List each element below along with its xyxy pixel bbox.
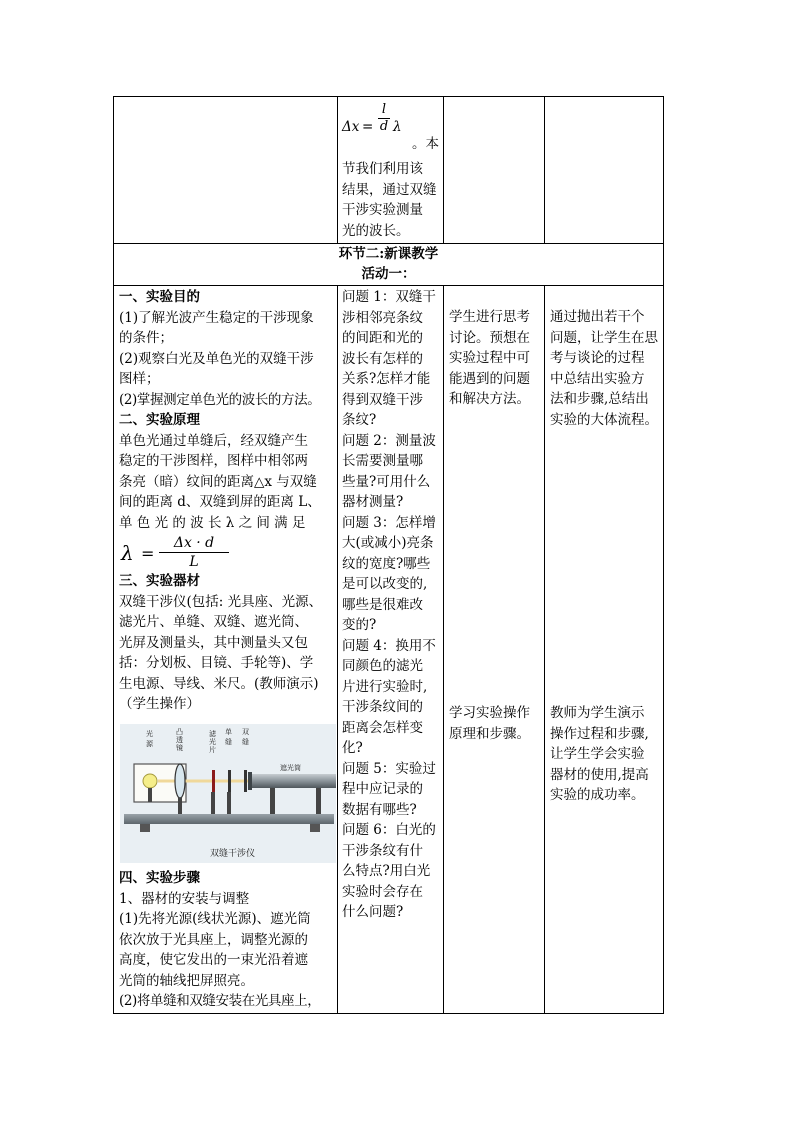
student-activity-line: 和解决方法。 — [449, 391, 530, 407]
col-divider-3a — [544, 96, 545, 244]
student-activity-line: 学习实验操作 — [449, 705, 530, 721]
design-intent-line: 问题，让学生在思 — [550, 329, 658, 346]
equipment-line: （学生操作） — [119, 696, 200, 712]
question-line: 哪些是很难改 — [342, 596, 423, 613]
convex-lens-icon — [175, 764, 185, 798]
formula-lambda: λ — [393, 119, 402, 135]
question-line: 数据有哪些? — [342, 801, 417, 818]
equipment-line: 生电源、导线、米尺。(教师演示) — [119, 675, 319, 692]
label-convex-2: 透 — [176, 736, 183, 744]
design-intent-line: 让学生学会实验 — [550, 746, 645, 762]
tube-end — [248, 772, 252, 790]
col3-block1 — [449, 307, 544, 410]
question-line: 是可以改变的, — [342, 576, 428, 592]
table-border-left — [113, 96, 114, 1014]
formula-fraction — [378, 103, 390, 134]
fraction-bar — [159, 552, 229, 553]
formula-numerator: l — [381, 102, 387, 117]
apparatus-diagram — [120, 724, 336, 863]
tube-stand — [270, 788, 275, 814]
principle-line: 单色光通过单缝后，经双缝产生 — [119, 432, 308, 449]
label-double-1: 双 — [242, 728, 249, 736]
label-source: 源 — [146, 740, 153, 748]
question-line: 么特点?用白光 — [342, 863, 431, 879]
question-line: 什么问题? — [342, 904, 404, 920]
label-convex-3: 镜 — [176, 744, 183, 752]
question-line: 变的? — [342, 617, 377, 633]
label-single-1: 单 — [225, 728, 232, 736]
col-divider-3b — [544, 285, 545, 1014]
student-activity-line: 原理和步骤。 — [449, 725, 530, 742]
question-line: 纹的宽度?哪些 — [342, 555, 431, 572]
question-line: 片进行实验时, — [342, 678, 428, 695]
purpose-line: (2)观察白光及单色光的双缝干涉 — [119, 350, 314, 367]
question-line: 程中应记录的 — [342, 781, 423, 797]
design-intent-line: 中总结出实验方 — [550, 370, 645, 387]
lens-stand — [178, 798, 182, 814]
formula-denominator: d — [379, 119, 389, 134]
question-line: 器材测量? — [342, 494, 404, 510]
light-shield-tube — [248, 774, 336, 788]
question-line: 涉相邻亮条纹 — [342, 309, 423, 326]
principle-line: 间的距离 d、双缝到屏的距离 L、 — [119, 494, 321, 510]
design-intent-line: 教师为学生演示 — [550, 705, 645, 721]
bulb-icon — [143, 774, 157, 788]
label-filter-3: 片 — [209, 746, 216, 754]
heading-equipment: 三、实验器材 — [119, 573, 200, 589]
col1-content — [119, 287, 337, 715]
question-line: 波长有怎样的 — [342, 350, 423, 367]
question-line: 得到双缝干涉 — [342, 391, 423, 408]
formula-denominator: L — [189, 554, 199, 570]
formula-tail-text: 。本 — [412, 136, 439, 152]
text-line: 节我们利用该 — [342, 161, 423, 177]
student-activity-line: 学生进行思考 — [449, 309, 530, 325]
design-intent-line: 法和步骤,总结出 — [550, 391, 649, 407]
top-row-col2 — [342, 100, 442, 241]
col-divider-1a — [337, 96, 338, 244]
design-intent-line: 器材的使用,提高 — [550, 766, 649, 783]
row-divider-2 — [113, 285, 664, 286]
equipment-line: 双缝干涉仪(包括: 光具座、光源、 — [119, 593, 323, 610]
question-line: 同颜色的滤光 — [342, 658, 423, 674]
design-intent-line: 通过抛出若干个 — [550, 309, 645, 325]
question-line: 问题 5：实验过 — [342, 760, 436, 777]
single-slit-icon — [228, 770, 231, 792]
label-filter-2: 光 — [209, 738, 216, 746]
heading-purpose: 一、实验目的 — [119, 289, 200, 305]
question-line: 长需要测量哪 — [342, 453, 423, 469]
question-line: 些量?可用什么 — [342, 473, 431, 490]
question-line: 问题 1：双缝干 — [342, 289, 436, 305]
optical-bench — [124, 814, 334, 824]
equipment-line: 滤光片、单缝、双缝、遮光筒、 — [119, 614, 308, 630]
col1-steps — [119, 868, 337, 1012]
question-line: 化? — [342, 740, 363, 756]
bench-foot — [310, 824, 320, 832]
table-border-bottom — [113, 1013, 664, 1014]
table-border-right — [663, 96, 664, 1014]
purpose-line: (2)掌握测定单色光的波长的方法。 — [119, 391, 321, 408]
lambda-formula — [119, 533, 337, 571]
section-header — [114, 244, 663, 284]
col-divider-1b — [337, 285, 338, 1014]
step-line: 依次放于光具座上，调整光源的 — [119, 931, 308, 948]
step-line: 高度，使它发出的一束光沿着遮 — [119, 952, 308, 968]
filter-icon — [212, 770, 215, 792]
formula-equals: = — [362, 119, 374, 135]
design-intent-line: 操作过程和步骤, — [550, 725, 649, 742]
bulb-stand — [148, 788, 152, 802]
principle-line: 单 色 光 的 波 长 λ 之 间 满 足 — [119, 514, 306, 531]
text-line: 光的波长。 — [342, 222, 410, 239]
double-slit-apparatus-figure — [120, 724, 336, 863]
principle-line: 稳定的干涉图样，图样中相邻两 — [119, 453, 308, 469]
tube-stand — [316, 788, 321, 814]
student-activity-line: 能遇到的问题 — [449, 370, 530, 387]
formula-lambda: λ — [121, 541, 134, 565]
section-title: 环节二:新课教学 — [338, 246, 439, 262]
formula-numerator: Δx · d — [173, 535, 215, 551]
col2-questions — [342, 287, 443, 923]
formula-fraction — [159, 535, 229, 570]
question-line: 问题 2：测量波 — [342, 432, 436, 449]
question-line: 距离会怎样变 — [342, 719, 423, 736]
equipment-line: 光屏及测量头，其中测量头又包 — [119, 634, 308, 651]
single-slit-stand — [227, 792, 231, 814]
formula-equals: = — [141, 544, 155, 563]
col4-block1 — [550, 307, 663, 430]
question-line: 实验时会存在 — [342, 883, 423, 900]
question-line: 问题 3：怎样增 — [342, 514, 436, 531]
step-line: 1、器材的安装与调整 — [119, 890, 250, 907]
purpose-line: (1)了解光波产生稳定的干涉现象 — [119, 309, 314, 326]
figure-caption: 双缝干涉仪 — [210, 849, 256, 859]
step-line: 光筒的轴线把屏照亮。 — [119, 972, 254, 989]
label-double-2: 缝 — [242, 738, 249, 746]
text-line: 干涉实验测量 — [342, 202, 423, 218]
wavelength-formula — [342, 100, 442, 152]
table-border-top — [113, 96, 664, 97]
heading-principle: 二、实验原理 — [119, 412, 200, 428]
label-convex-1: 凸 — [176, 728, 183, 736]
question-line: 干涉条纹间的 — [342, 699, 423, 715]
double-slit-icon — [244, 770, 247, 792]
col-divider-2b — [443, 285, 444, 1014]
top-row-text — [342, 159, 442, 241]
question-line: 干涉条纹有什 — [342, 842, 423, 859]
step-line: (1)先将光源(线状光源)、遮光筒 — [119, 911, 311, 927]
question-line: 大(或减小)亮条 — [342, 535, 434, 551]
principle-line: 条亮（暗）纹间的距离△x 与双缝 — [119, 473, 317, 490]
equipment-line: 括：分划板、目镜、手轮等)、学 — [119, 655, 314, 671]
question-line: 的间距和光的 — [342, 330, 423, 346]
activity-title: 活动一： — [361, 266, 416, 282]
step-line: (2)将单缝和双缝安装在光具座上， — [119, 993, 321, 1009]
student-activity-line: 讨论。预想在 — [449, 329, 530, 346]
bench-foot — [140, 824, 150, 832]
label-single-2: 缝 — [225, 738, 232, 746]
design-intent-line: 考与谈论的过程 — [550, 350, 645, 366]
purpose-line: 图样； — [119, 371, 160, 387]
label-tube: 遮光筒 — [280, 764, 301, 772]
label-filter-1: 滤 — [209, 730, 216, 738]
question-line: 问题 6：白光的 — [342, 822, 436, 838]
design-intent-line: 实验的大体流程。 — [550, 411, 658, 428]
purpose-line: 的条件； — [119, 330, 173, 346]
question-line: 条纹? — [342, 412, 377, 428]
text-line: 结果，通过双缝 — [342, 181, 437, 198]
question-line: 问题 4：换用不 — [342, 637, 436, 654]
filter-stand — [211, 792, 215, 814]
heading-steps: 四、实验步骤 — [119, 870, 200, 886]
col3-block2 — [449, 703, 544, 744]
design-intent-line: 实验的成功率。 — [550, 787, 645, 803]
question-line: 关系?怎样才能 — [342, 371, 431, 387]
col-divider-2a — [443, 96, 444, 244]
student-activity-line: 实验过程中可 — [449, 350, 530, 366]
col4-block2 — [550, 703, 663, 806]
formula-dx: Δx — [342, 119, 360, 135]
label-light: 光 — [146, 730, 153, 738]
